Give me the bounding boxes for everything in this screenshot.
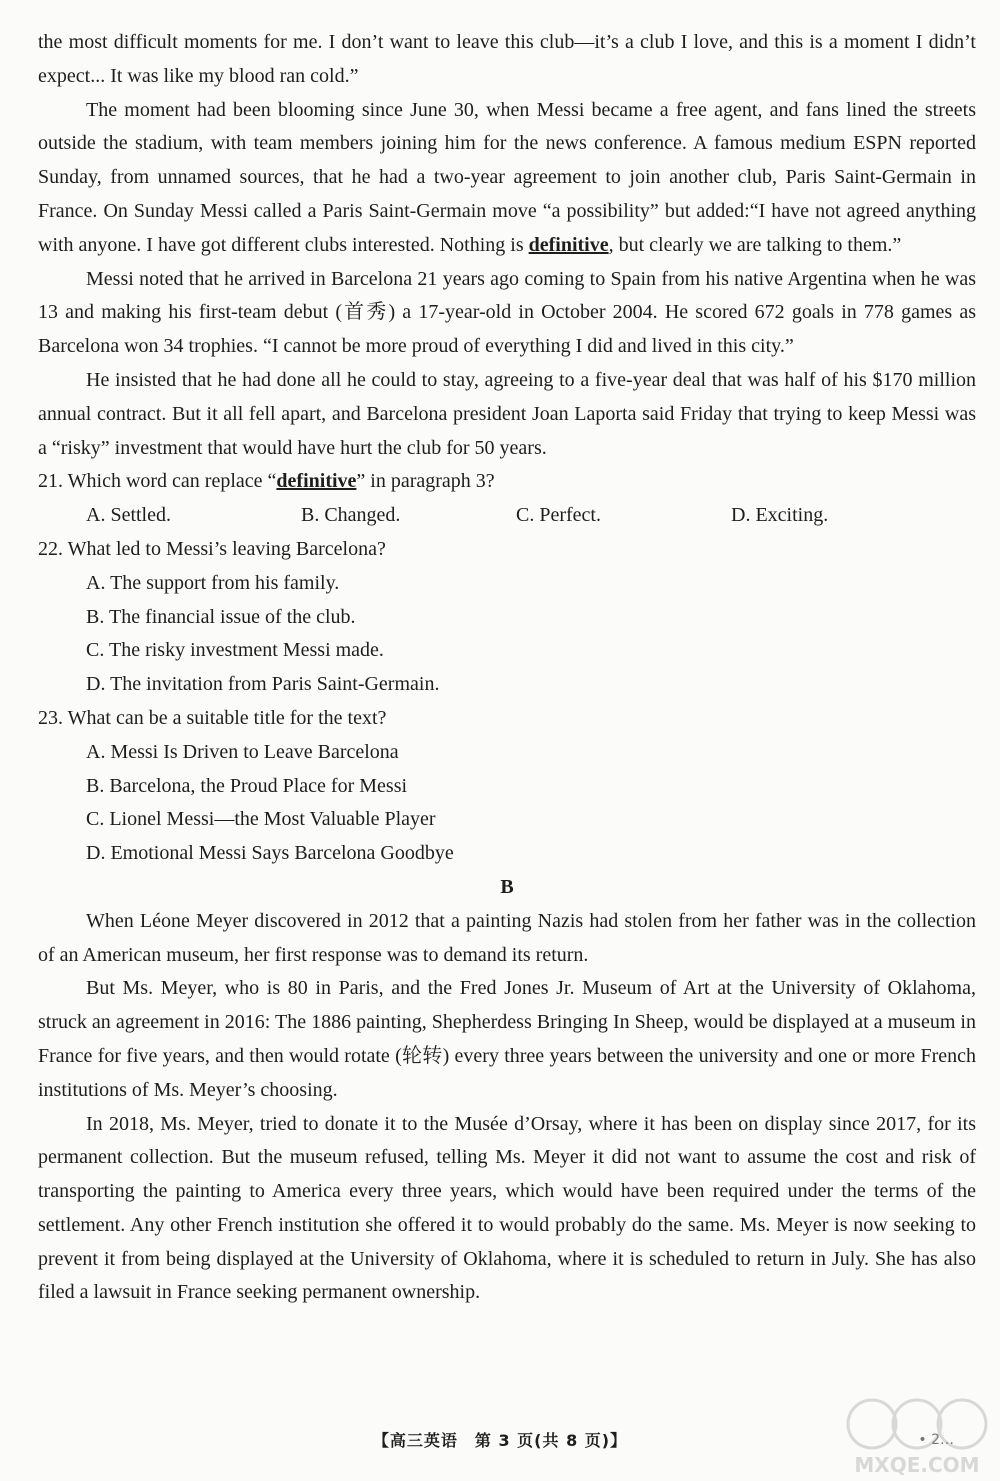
question-stem: 22. What led to Messi’s leaving Barcelona? [38, 537, 386, 560]
options [38, 567, 976, 702]
option-d: D. Exciting. [731, 504, 829, 527]
passage-a-paragraph-1: the most difficult moments for me. I don’t want to leave this club—it’s a club I love, and this is a moment I didn’t expect... It was like my blood ran cold.” [38, 31, 976, 87]
question-23 [38, 702, 976, 871]
question-21 [38, 465, 976, 533]
footer-code: • 2… [918, 1432, 954, 1448]
option-a: A. Settled. [86, 504, 171, 527]
passage-b-paragraph-2: But Ms. Meyer, who is 80 in Paris, and the Fred Jones Jr. Museum of Art at the University of Oklahoma, struck an agreement in 2016: The 1886 painting, Shepherdess Bringing In Sheep, would be displayed at a museum in France for five years, and then would rotate (轮转) every three years between the university and one or more French institutions of Ms. Meyer’s choosing. [38, 977, 976, 1101]
option-b: B. Barcelona, the Proud Place for Messi [86, 774, 408, 797]
paragraph-text: , but clearly we are talking to them.” [608, 233, 902, 256]
stem-text: ” in paragraph 3? [356, 470, 495, 493]
passage-a-paragraph-3: Messi noted that he arrived in Barcelona 21 years ago coming to Spain from his native Argentina when he was 13 and making his first-team debut (首秀) a 17-year-old in October 2004. He scored 672 goals in 778 games as Barcelona won 34 trophies. “I cannot be more proud of everything I did and lived in this city.” [38, 267, 976, 358]
keyword-definitive: definitive [528, 233, 609, 256]
options [38, 736, 976, 871]
watermark-logo-icon [842, 1392, 992, 1477]
options [38, 499, 976, 533]
passage-b-paragraph-3: In 2018, Ms. Meyer, tried to donate it to the Musée d’Orsay, where it has been on display since 2017, for its permanent collection. But the museum refused, telling Ms. Meyer it did not want to assume the cost and risk of transporting the painting to America every three years, which would have been required under the terms of the settlement. Any other French institution she offered it to would probably do the same. Ms. Meyer is now seeking to prevent it from being displayed at the University of Oklahoma, where it is scheduled to return in July. She has also filed a lawsuit in France seeking permanent ownership. [38, 1112, 976, 1304]
question-stem: 23. What can be a suitable title for the text? [38, 706, 387, 729]
section-heading: B [500, 875, 514, 898]
passage-a [38, 26, 976, 1310]
option-b: B. Changed. [301, 504, 401, 527]
option-a: A. Messi Is Driven to Leave Barcelona [86, 740, 399, 763]
option-d: D. The invitation from Paris Saint-Germain. [86, 673, 440, 696]
option-a: A. The support from his family. [86, 571, 340, 594]
question-22 [38, 533, 976, 702]
passage-b [38, 905, 976, 1311]
option-c: C. Perfect. [516, 504, 601, 527]
option-c: C. The risky investment Messi made. [86, 639, 384, 662]
option-d: D. Emotional Messi Says Barcelona Goodbye [86, 842, 454, 865]
passage-a-paragraph-2 [38, 94, 976, 263]
option-b: B. The financial issue of the club. [86, 605, 356, 628]
stem-text: 21. Which word can replace “ [38, 470, 277, 493]
paragraph-text: The moment had been blooming since June 30, when Messi became a free agent, and fans lined the streets outside the stadium, with team members joining him for the news conference. A famous medium ESPN reported Sunday, from unnamed sources, that he had a two-year agreement to join another club, Paris Saint-Germain in France. On Sunday Messi called a Paris Saint-Germain move “a possibility” but added:“I have not agreed anything with anyone. I have got different clubs interested. Nothing is [38, 98, 976, 256]
passage-a-paragraph-4: He insisted that he had done all he could to stay, agreeing to a five-year deal that was half of his $170 million annual contract. But it all fell apart, and Barcelona president Joan Laporta said Friday that trying to keep Messi was a “risky” investment that would have hurt the club for 50 years. [38, 368, 976, 459]
question-stem [38, 465, 976, 499]
watermark-text: MXQE.COM [854, 1453, 980, 1477]
passage-b-paragraph-1: When Léone Meyer discovered in 2012 that a painting Nazis had stolen from her father was in the collection of an American museum, her first response was to demand its return. [38, 909, 976, 966]
keyword-definitive: definitive [276, 470, 357, 493]
option-c: C. Lionel Messi—the Most Valuable Player [86, 808, 436, 831]
page-footer: 【高三英语 第 3 页(共 8 页)】 [372, 1431, 628, 1450]
